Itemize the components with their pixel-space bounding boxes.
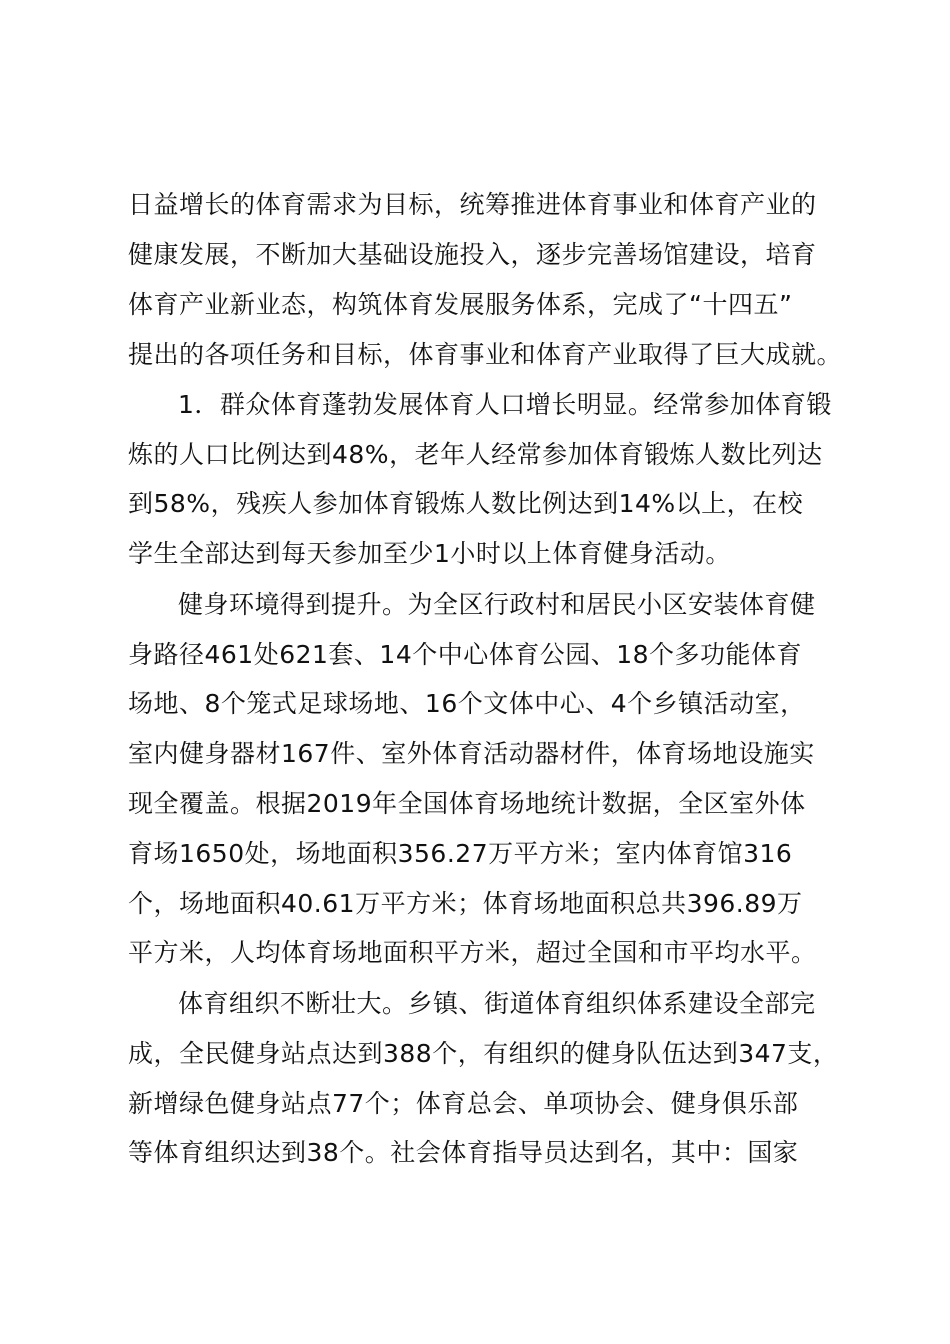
text-line: 体育组织不断壮大。乡镇、街道体育组织体系建设全部完 bbox=[178, 989, 816, 1018]
text-line: 等体育组织达到38个。社会体育指导员达到名，其中：国家 bbox=[128, 1138, 799, 1167]
text-line: 到58%，残疾人参加体育锻炼人数比例达到14%以上，在校 bbox=[128, 489, 804, 518]
text-line: 个，场地面积40.61万平方米；体育场地面积总共396.89万 bbox=[128, 889, 803, 918]
text-line: 健身环境得到提升。为全区行政村和居民小区安装体育健 bbox=[178, 590, 816, 619]
text-line: 新增绿色健身站点77个；体育总会、单项协会、健身俱乐部 bbox=[128, 1089, 799, 1118]
text-line: 1．群众体育蓬勃发展体育人口增长明显。经常参加体育锻 bbox=[178, 390, 832, 419]
text-line: 健康发展，不断加大基础设施投入，逐步完善场馆建设，培育 bbox=[128, 240, 817, 269]
text-line: 平方米，人均体育场地面积平方米，超过全国和市平均水平。 bbox=[128, 938, 817, 967]
text-line: 提出的各项任务和目标，体育事业和体育产业取得了巨大成就。 bbox=[128, 340, 843, 369]
text-line: 日益增长的体育需求为目标，统筹推进体育事业和体育产业的 bbox=[128, 190, 817, 219]
text-line: 学生全部达到每天参加至少1小时以上体育健身活动。 bbox=[128, 539, 731, 568]
text-line: 炼的人口比例达到48%，老年人经常参加体育锻炼人数比列达 bbox=[128, 440, 823, 469]
text-line: 室内健身器材167件、室外体育活动器材件，体育场地设施实 bbox=[128, 739, 815, 768]
text-line: 成，全民健身站点达到388个，有组织的健身队伍达到347支， bbox=[128, 1039, 839, 1068]
text-line: 育场1650处，场地面积356.27万平方米；室内体育馆316 bbox=[128, 839, 793, 868]
text-line: 身路径461处621套、14个中心体育公园、18个多功能体育 bbox=[128, 640, 803, 669]
text-line: 现全覆盖。根据2019年全国体育场地统计数据，全区室外体 bbox=[128, 789, 806, 818]
text-line: 体育产业新业态，构筑体育发展服务体系，完成了“十四五” bbox=[128, 290, 793, 319]
text-line: 场地、8个笼式足球场地、16个文体中心、4个乡镇活动室， bbox=[128, 689, 806, 718]
